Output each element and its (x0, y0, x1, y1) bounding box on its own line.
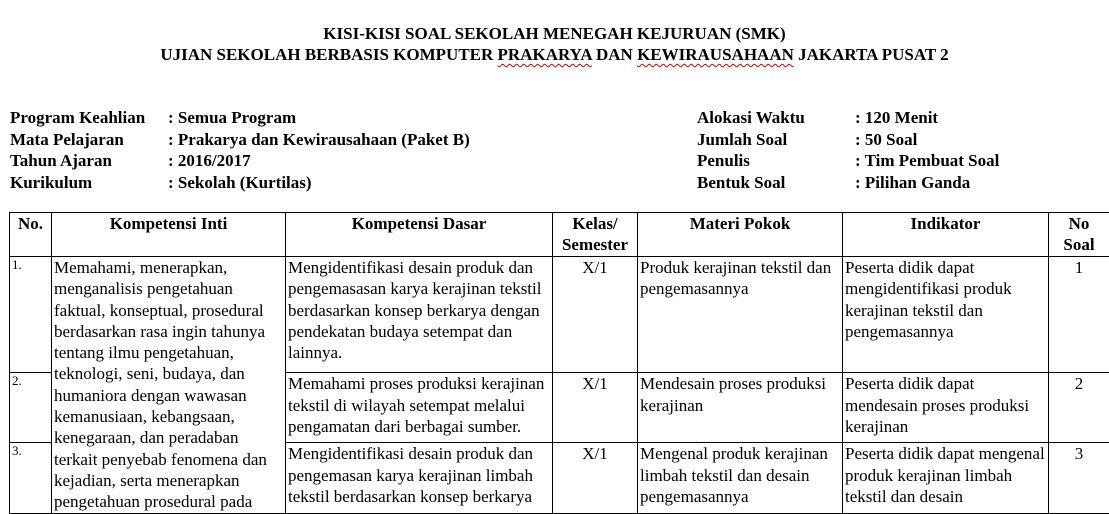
kompetensi-dasar-cell: Mengidentifikasi desain produk dan pengemasasan karya kerajinan tekstil berdasarkan konsep berkarya dengan pendekatan budaya setempat dan lainnya. (286, 257, 553, 373)
row-number: 3. (10, 443, 52, 513)
document-title-line-1: KISI-KISI SOAL SEKOLAH MENEGAH KEJURUAN (SMK) (0, 23, 1109, 44)
kelas-semester-cell: X/1 (553, 373, 638, 443)
meta-penulis: Penulis : Tim Pembuat Soal (697, 150, 999, 172)
indikator-cell: Peserta didik dapat mengidentifikasi produk kerajinan tekstil dan pengemasannya (843, 257, 1049, 373)
indikator-cell: Peserta didik dapat mendesain proses produksi kerajinan (843, 373, 1049, 443)
kelas-semester-cell: X/1 (553, 257, 638, 373)
meta-tahun-ajaran: Tahun Ajaran : 2016/2017 (10, 150, 470, 172)
meta-alokasi-waktu: Alokasi Waktu : 120 Menit (697, 107, 999, 129)
header-no-soal: No Soal (1049, 213, 1109, 257)
kompetensi-inti-cell: Memahami, menerapkan, menganalisis pengetahuan faktual, konseptual, prosedural berdasarkan rasa ingin tahunya tentang ilmu pengetahuan, teknologi, seni, budaya, dan humaniora dengan wawasan kemanusiaan, kebangsaan, kenegaraan, dan peradaban terkait penyebab fenomena dan kejadian, serta menerapkan pengetahuan prosedural pada (52, 257, 286, 514)
kisi-kisi-table (9, 212, 1109, 514)
table-row (10, 257, 1109, 373)
kelas-semester-cell: X/1 (553, 443, 638, 513)
kompetensi-dasar-cell: Mengidentifikasi desain produk dan pengemasan karya kerajinan limbah tekstil berdasarkan konsep berkarya (286, 443, 553, 513)
document-title-line-2: UJIAN SEKOLAH BERBASIS KOMPUTER PRAKARYA DAN KEWIRAUSAHAAN JAKARTA PUSAT 2 (0, 44, 1109, 65)
materi-pokok-cell: Mengenal produk kerajinan limbah tekstil dan desain pengemasannya (638, 443, 843, 513)
meta-program-keahlian: Program Keahlian : Semua Program (10, 107, 470, 129)
header-no: No. (10, 213, 52, 257)
materi-pokok-cell: Produk kerajinan tekstil dan pengemasannya (638, 257, 843, 373)
no-soal-cell: 1 (1049, 257, 1109, 373)
meta-right-block (697, 107, 999, 193)
meta-kurikulum: Kurikulum : Sekolah (Kurtilas) (10, 172, 470, 194)
header-kompetensi-inti: Kompetensi Inti (52, 213, 286, 257)
row-number: 2. (10, 373, 52, 443)
row-number: 1. (10, 257, 52, 373)
meta-bentuk-soal: Bentuk Soal : Pilihan Ganda (697, 172, 999, 194)
header-materi-pokok: Materi Pokok (638, 213, 843, 257)
no-soal-cell: 3 (1049, 443, 1109, 513)
kompetensi-dasar-cell: Memahami proses produksi kerajinan tekstil di wilayah setempat melalui pengamatan dari berbagai sumber. (286, 373, 553, 443)
header-kompetensi-dasar: Kompetensi Dasar (286, 213, 553, 257)
indikator-cell: Peserta didik dapat mengenal produk kerajinan limbah tekstil dan desain (843, 443, 1049, 513)
no-soal-cell: 2 (1049, 373, 1109, 443)
meta-left-block (10, 107, 470, 193)
materi-pokok-cell: Mendesain proses produksi kerajinan (638, 373, 843, 443)
meta-mata-pelajaran: Mata Pelajaran : Prakarya dan Kewirausahaan (Paket B) (10, 129, 470, 151)
header-kelas-semester: Kelas/ Semester (553, 213, 638, 257)
table-header-row (10, 213, 1109, 257)
header-indikator: Indikator (843, 213, 1049, 257)
meta-jumlah-soal: Jumlah Soal : 50 Soal (697, 129, 999, 151)
